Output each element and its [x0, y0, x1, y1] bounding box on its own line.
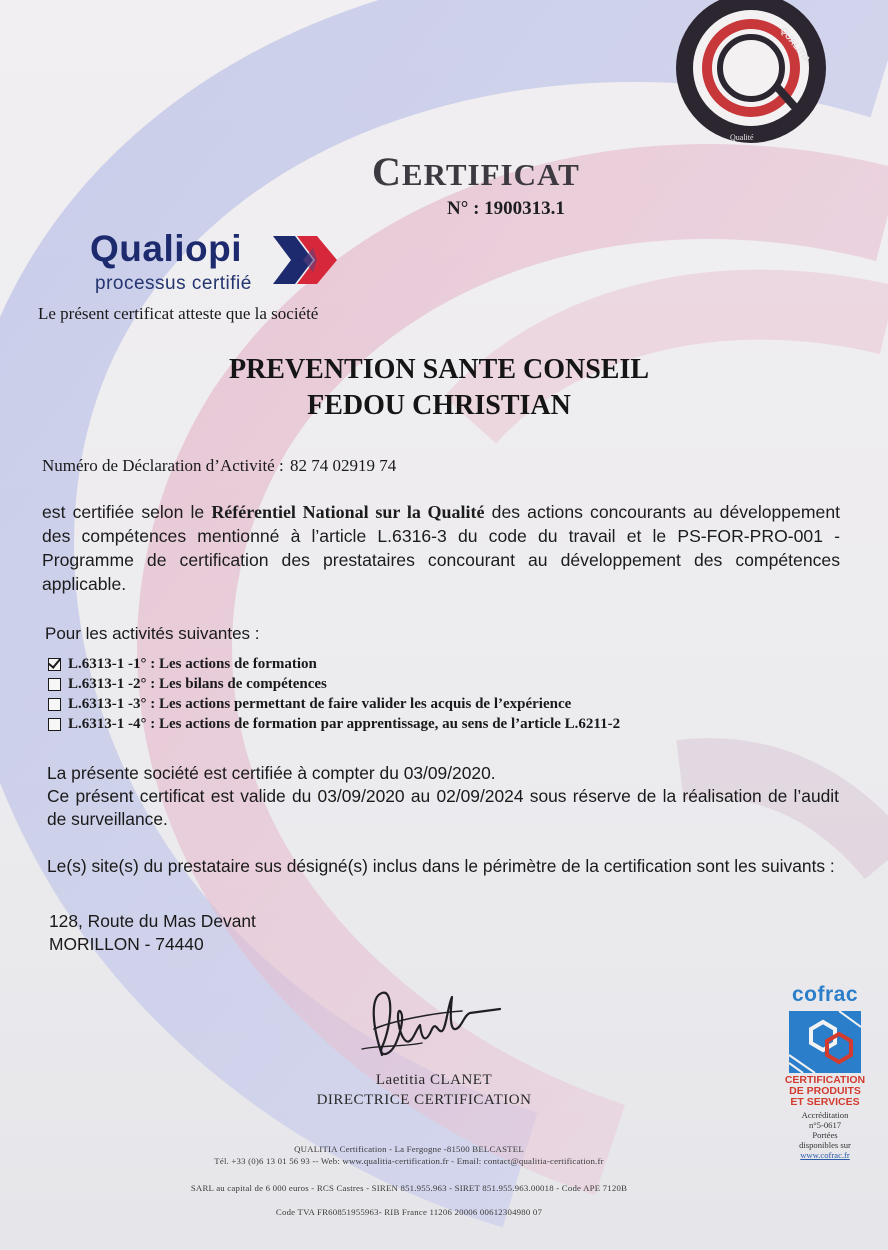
- seal-bottom-text: Qualité: [730, 133, 754, 142]
- activity-label: L.6313-1 -4° : Les actions de formation par apprentissage, au sens de l’article L.6211-2: [68, 716, 621, 732]
- footer-address: QUALITIA Certification - La Fergogne -81500 BELCASTEL: [294, 1144, 524, 1154]
- activity-label: L.6313-1 -2° : Les bilans de compétences: [68, 676, 327, 692]
- certificate-title: [372, 148, 632, 195]
- seal-top-text: QUALITIA: [778, 25, 813, 65]
- company-line-1: PREVENTION SANTE CONSEIL: [228, 354, 650, 385]
- activity-item: [48, 674, 808, 694]
- qualitia-seal-logo: [662, 0, 838, 160]
- signer-name: Laetitia CLANET: [375, 1072, 493, 1088]
- company-line-2: FEDOU CHRISTIAN: [307, 390, 571, 421]
- cofrac-name: cofrac: [791, 983, 859, 1006]
- cert-text-after: des actions concourants au développement des compétences mentionné à l’article L.6316-3 du code du travail et le PS-FOR-PRO-001 - Programme de certification des prestataires concourant au développement des compétences applicable.: [42, 502, 840, 594]
- validity-block: [47, 762, 839, 831]
- address-line-2: MORILLON - 74440: [49, 934, 204, 954]
- qualiopi-arrows-icon: [273, 236, 339, 284]
- cofrac-cert-line: CERTIFICATION: [784, 1074, 866, 1086]
- declaration-value: 82 74 02919 74: [289, 456, 397, 475]
- footer: [0, 1143, 888, 1218]
- cofrac-scope-line: disponibles sur: [799, 1140, 851, 1150]
- cofrac-accreditation-number: n°5-0617: [808, 1120, 842, 1130]
- signer-block: [0, 1070, 888, 1110]
- activity-label: L.6313-1 -3° : Les actions permettant de faire valider les acquis de l’expérience: [68, 696, 572, 712]
- cofrac-cert-line: ET SERVICES: [790, 1096, 860, 1108]
- sites-text: Le(s) site(s) du prestataire sus désigné(s) inclus dans le périmètre de la certification sont les suivants :: [47, 856, 835, 876]
- cofrac-cert-line: DE PRODUITS: [789, 1085, 861, 1097]
- declaration-label: Numéro de Déclaration d’Activité :: [42, 456, 284, 475]
- certification-paragraph: [42, 500, 840, 596]
- sites-block: [47, 855, 837, 878]
- cofrac-scope-line: Portées: [812, 1130, 838, 1140]
- activity-label: L.6313-1 -1° : Les actions de formation: [68, 656, 317, 672]
- empty-checkbox-icon: [48, 678, 61, 691]
- site-address: [49, 910, 256, 956]
- footer-contact: Tél. +33 (0)6 13 01 56 93 -- Web: www.qualitia-certification.fr - Email: contact@qualitia-certification.fr: [214, 1156, 604, 1166]
- cert-text-referentiel: Référentiel National sur la Qualité: [211, 502, 485, 522]
- footer-company-info: SARL au capital de 6 000 euros - RCS Castres - SIREN 851.955.963 - SIRET 851.955.963.00018 - Code APE 7120B: [190, 1183, 628, 1193]
- attest-statement: Le présent certificat atteste que la société: [38, 304, 319, 323]
- cofrac-certification-label: [784, 1075, 866, 1108]
- cofrac-hexagon-icon: [789, 1011, 861, 1073]
- title-initial: C: [372, 149, 402, 194]
- signer-title: DIRECTRICE CERTIFICATION: [316, 1092, 532, 1108]
- cofrac-website-link[interactable]: www.cofrac.fr: [800, 1150, 850, 1160]
- activity-item: [48, 694, 808, 714]
- cofrac-accreditation-label: Accréditation: [801, 1110, 849, 1120]
- handwritten-signature: [352, 985, 502, 1065]
- qualiopi-logo: [90, 228, 350, 300]
- empty-checkbox-icon: [48, 718, 61, 731]
- company-name-block: [0, 352, 888, 424]
- validity-period: Ce présent certificat est valide du 03/09/2020 au 02/09/2024 sous réserve de la réalisation de l’audit de surveillance.: [47, 786, 839, 829]
- qualiopi-name: Qualiopi: [90, 228, 242, 269]
- empty-checkbox-icon: [48, 698, 61, 711]
- activities-list: [48, 654, 808, 734]
- address-line-1: 128, Route du Mas Devant: [49, 911, 256, 931]
- declaration-number: [42, 456, 396, 476]
- validity-start: La présente société est certifiée à compter du 03/09/2020.: [47, 763, 496, 783]
- activity-item: [48, 714, 808, 734]
- footer-tax-info: Code TVA FR60851955963- RIB France 11206 20006 00612304980 07: [275, 1207, 543, 1217]
- certificate-number: N° : 1900313.1: [447, 198, 565, 219]
- title-rest: ERTIFICAT: [401, 157, 580, 192]
- activity-item: [48, 654, 808, 674]
- cert-text-before: est certifiée selon le: [42, 502, 212, 522]
- qualiopi-subtitle: processus certifié: [95, 273, 252, 294]
- activities-title: Pour les activités suivantes :: [45, 624, 260, 643]
- checked-checkbox-icon: [48, 658, 61, 671]
